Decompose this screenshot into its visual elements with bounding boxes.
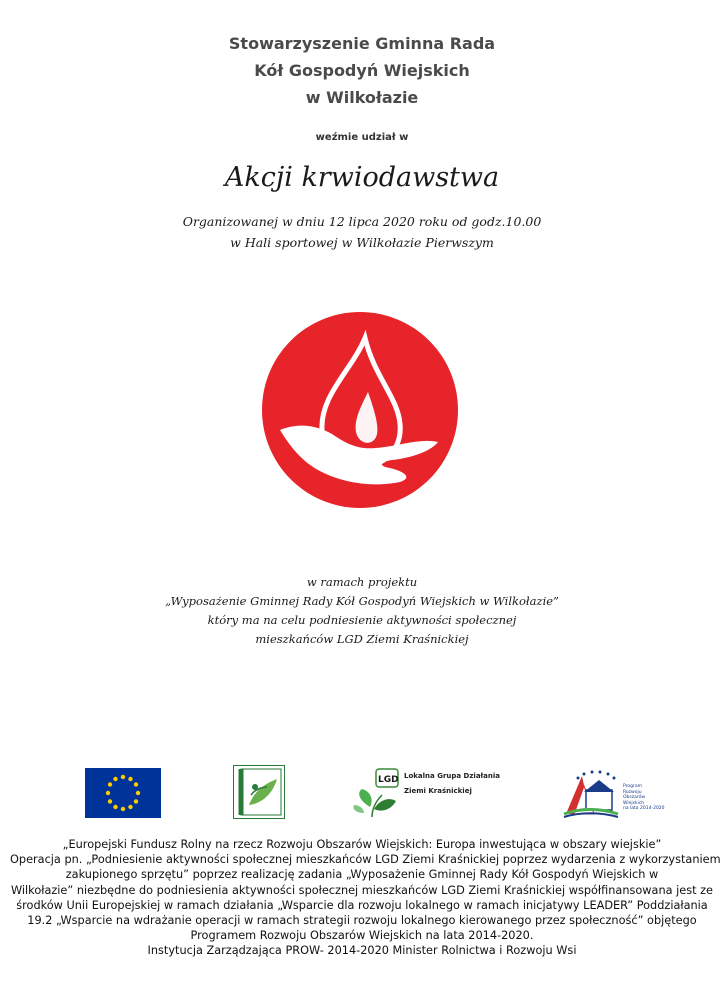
organization-name	[0, 30, 724, 111]
funding-line-6: 19.2 „Wsparcie na wdrażanie operacji w ramach strategii rozwoju lokalnego kierowanego przez społeczność” objętego	[27, 914, 697, 928]
prow-text	[623, 784, 665, 812]
organization-line-2: Kół Gospodyń Wiejskich	[254, 61, 470, 80]
lgd-name-line-1: Lokalna Grupa Działania	[404, 772, 500, 780]
event-date-line: Organizowanej w dniu 12 lipca 2020 roku od godz.10.00	[182, 214, 542, 229]
prow-line-4: Wiejskich	[623, 800, 645, 806]
eu-flag-icon	[85, 768, 161, 818]
leader-logo-icon	[233, 765, 285, 819]
event-details	[0, 211, 724, 253]
prow-line-1: Program	[623, 784, 642, 789]
blood-drop-hand-icon	[260, 310, 460, 510]
funding-line-7: Programem Rozwoju Obszarów Wiejskich na lata 2014-2020.	[190, 929, 534, 943]
project-line-1: w ramach projektu	[306, 575, 418, 589]
organization-line-3: w Wilkołazie	[305, 88, 419, 107]
funding-line-1: „Europejski Fundusz Rolny na rzecz Rozwoju Obszarów Wiejskich: Europa inwestująca w obszary wiejskie”	[62, 838, 662, 851]
funding-line-3: zakupionego sprzętu” poprzez realizację zadania „Wyposażenie Gminnej Rady Kół Gospodyń Wiejskich w	[65, 868, 659, 882]
prow-line-5: na lata 2014-2020	[623, 806, 665, 811]
lgd-name-line-2: Ziemi Kraśnickiej	[404, 787, 472, 795]
funding-line-2: Operacja pn. „Podniesienie aktywności społecznej mieszkańców LGD Ziemi Kraśnickiej poprzez wydarzenia z wykorzystaniem	[10, 853, 721, 867]
event-place-line: w Hali sportowej w Wilkołazie Pierwszym	[230, 235, 494, 250]
funding-line-5: środków Unii Europejskiej w ramach działania „Wsparcie dla rozwoju lokalnego w ramach inicjatywy LEADER” Poddziałania	[16, 898, 708, 912]
prow-line-3: Obszarów	[623, 795, 646, 800]
project-line-2: „Wyposażenie Gminnej Rady Kół Gospodyń Wiejskich w Wilkołazie”	[165, 594, 559, 608]
funding-line-4: Wilkołazie” niezbędne do podniesienia aktywności społecznej mieszkańców LGD Ziemi Kraśnickiej współfinansowana jest ze	[10, 883, 713, 897]
funding-line-8: Instytucja Zarządzająca PROW- 2014-2020 Minister Rolnictwa i Rozwoju Wsi	[147, 944, 577, 958]
prow-line-2: Rozwoju	[623, 789, 642, 795]
will-participate-text: weźmie udział w	[315, 132, 409, 143]
svg-text:LGD: LGD	[378, 775, 399, 785]
funding-statement	[10, 837, 721, 959]
project-description	[0, 573, 724, 649]
project-line-4: mieszkańców LGD Ziemi Kraśnickiej	[255, 632, 469, 646]
event-title: Akcji krwiodawstwa	[224, 162, 500, 193]
organization-line-1: Stowarzyszenie Gminna Rada	[228, 34, 496, 53]
sponsor-logos	[0, 765, 724, 825]
project-line-3: który ma na celu podniesienie aktywności społecznej	[207, 613, 517, 627]
